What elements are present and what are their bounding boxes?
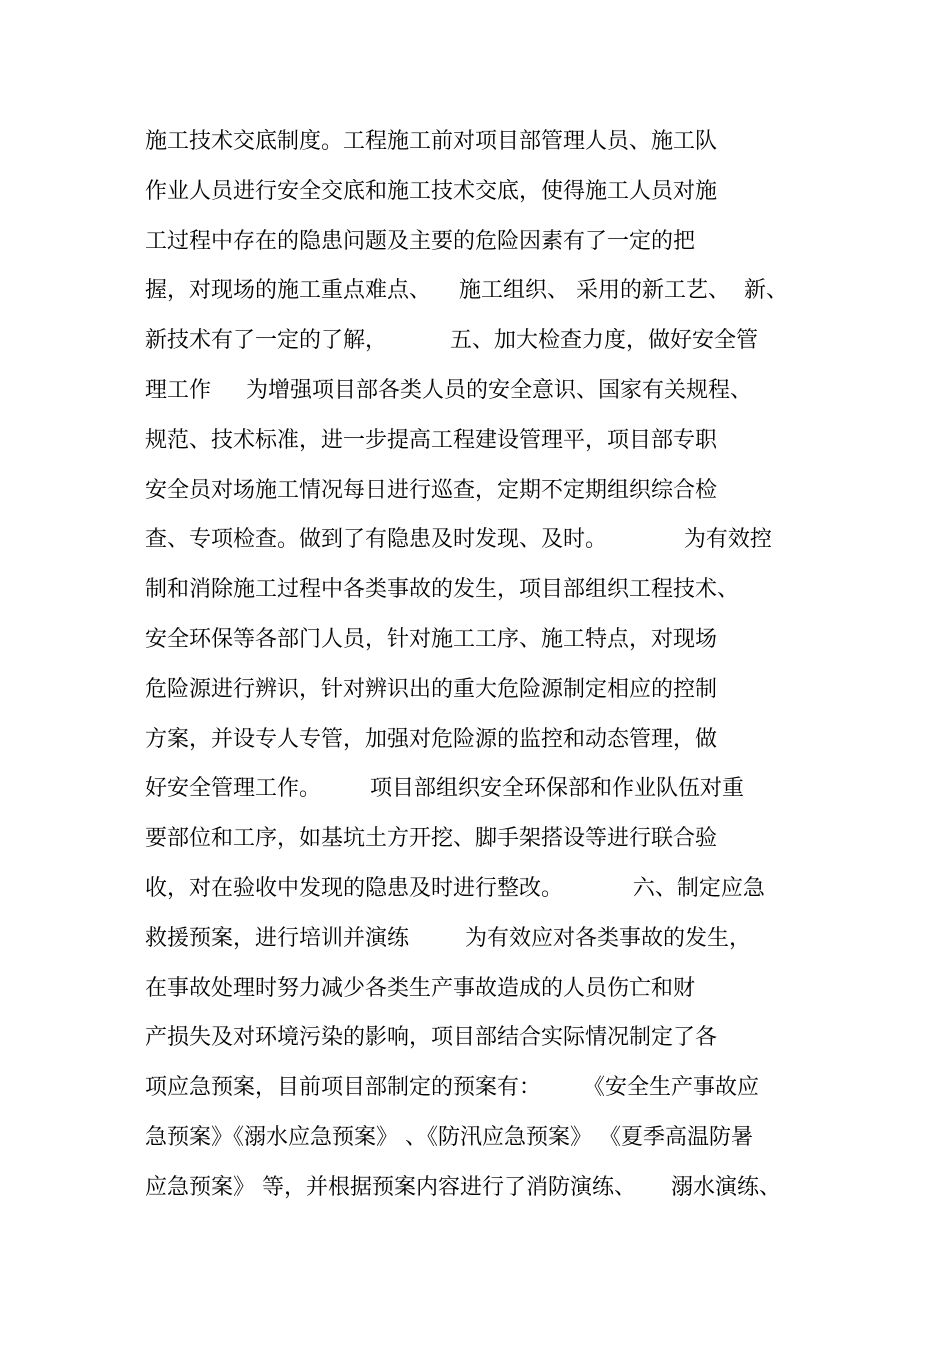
text-line: 好安全管理工作。 项目部组织安全环保部和作业队伍对重 xyxy=(145,776,744,802)
text-line: 急预案》《溺水应急预案》 、《防汛应急预案》 《夏季高温防暑 xyxy=(145,1124,753,1150)
text-line: 规范、技术标准，进一步提高工程建设管理平，项目部专职 xyxy=(145,427,718,453)
text-line: 安全员对场施工情况每日进行巡查，定期不定期组织综合检 xyxy=(145,477,718,503)
text-line: 产损失及对环境污染的影响，项目部结合实际情况制定了各 xyxy=(145,1025,718,1051)
text-line: 要部位和工序，如基坑土方开挖、脚手架搭设等进行联合验 xyxy=(145,826,718,852)
text-line: 新技术有了一定的了解， 五、加大检查力度，做好安全管 xyxy=(145,328,758,354)
body-text xyxy=(145,122,835,1218)
text-line: 施工技术交底制度。工程施工前对项目部管理人员、施工队 xyxy=(145,129,718,154)
text-line: 作业人员进行安全交底和施工技术交底，使得施工人员对施 xyxy=(145,178,718,204)
text-line: 危险源进行辨识，针对辨识出的重大危险源制定相应的控制 xyxy=(145,676,718,702)
text-line: 握，对现场的施工重点难点、 施工组织、 采用的新工艺、 新、 xyxy=(145,278,788,304)
text-line: 查、专项检查。做到了有隐患及时发现、及时。 为有效控 xyxy=(145,527,772,553)
text-line: 方案，并设专人专管，加强对危险源的监控和动态管理，做 xyxy=(145,726,718,752)
text-line: 救援预案，进行培训并演练 为有效应对各类事故的发生， xyxy=(145,925,751,951)
text-line: 应急预案》 等，并根据预案内容进行了消防演练、 溺水演练、 xyxy=(145,1174,781,1200)
text-line: 理工作 为增强项目部各类人员的安全意识、国家有关规程、 xyxy=(145,377,752,403)
text-line: 制和消除施工过程中各类事故的发生，项目部组织工程技术、 xyxy=(145,577,740,603)
text-line: 收，对在验收中发现的隐患及时进行整改。 六、制定应急 xyxy=(145,875,765,901)
text-line: 工过程中存在的隐患问题及主要的危险因素有了一定的把 xyxy=(145,228,696,254)
text-line: 项应急预案，目前项目部制定的预案有： 《安全生产事故应 xyxy=(145,1075,759,1101)
text-line: 安全环保等各部门人员，针对施工工序、施工特点，对现场 xyxy=(145,626,718,652)
text-line: 在事故处理时努力减少各类生产事故造成的人员伤亡和财 xyxy=(145,975,696,1001)
